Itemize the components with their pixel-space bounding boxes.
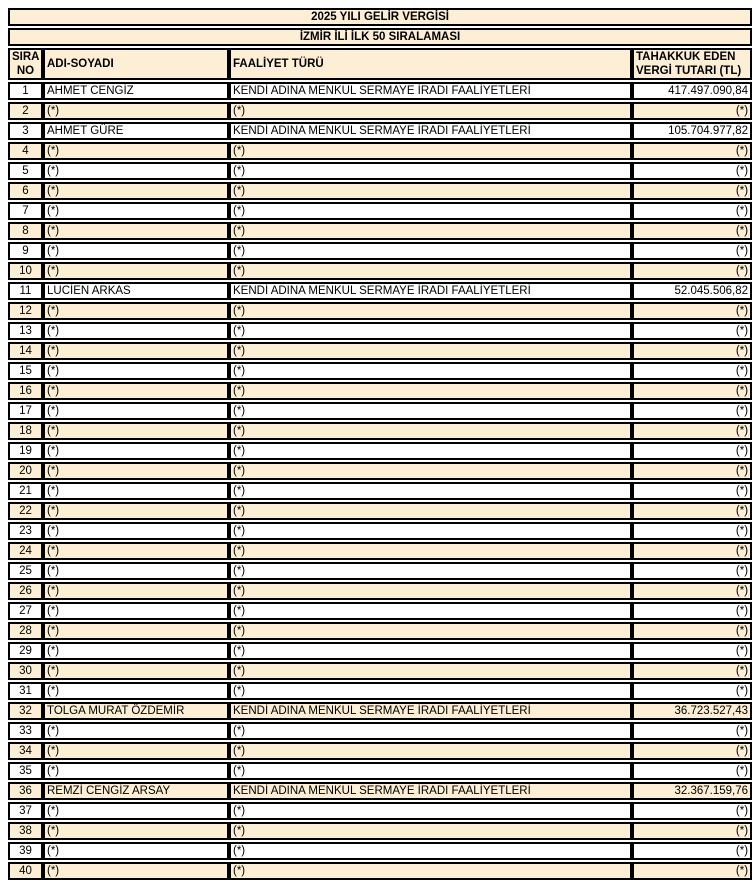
table-row xyxy=(8,122,752,140)
table-row xyxy=(8,702,752,720)
amount-cell: (*) xyxy=(632,482,752,500)
table-row xyxy=(8,222,752,240)
name-cell: (*) xyxy=(43,602,229,620)
name-cell: (*) xyxy=(43,222,229,240)
rank-cell: 40 xyxy=(8,862,43,880)
name-cell: (*) xyxy=(43,162,229,180)
table-row xyxy=(8,502,752,520)
rank-cell: 21 xyxy=(8,482,43,500)
activity-cell: (*) xyxy=(229,822,632,840)
name-cell: (*) xyxy=(43,322,229,340)
table-row xyxy=(8,602,752,620)
amount-cell: (*) xyxy=(632,222,752,240)
amount-cell: (*) xyxy=(632,402,752,420)
name-cell: (*) xyxy=(43,422,229,440)
header-amount-line1: TAHAKKUK EDEN xyxy=(636,51,736,63)
amount-cell: (*) xyxy=(632,522,752,540)
amount-cell: 32.367.159,76 xyxy=(632,782,752,800)
rank-cell: 36 xyxy=(8,782,43,800)
amount-cell: (*) xyxy=(632,202,752,220)
activity-cell: (*) xyxy=(229,422,632,440)
rank-cell: 34 xyxy=(8,742,43,760)
amount-cell: (*) xyxy=(632,542,752,560)
rank-cell: 33 xyxy=(8,722,43,740)
activity-cell: (*) xyxy=(229,222,632,240)
activity-cell: (*) xyxy=(229,342,632,360)
name-cell: (*) xyxy=(43,382,229,400)
activity-cell: (*) xyxy=(229,362,632,380)
table-row xyxy=(8,162,752,180)
name-cell: (*) xyxy=(43,182,229,200)
table-row xyxy=(8,402,752,420)
activity-cell: (*) xyxy=(229,242,632,260)
rank-cell: 5 xyxy=(8,162,43,180)
rank-cell: 26 xyxy=(8,582,43,600)
table-row xyxy=(8,762,752,780)
name-cell: (*) xyxy=(43,402,229,420)
name-cell: (*) xyxy=(43,662,229,680)
activity-cell: KENDİ ADINA MENKUL SERMAYE İRADI FAALİYETLERİ xyxy=(229,702,632,720)
name-cell: (*) xyxy=(43,762,229,780)
rank-cell: 14 xyxy=(8,342,43,360)
activity-cell: (*) xyxy=(229,182,632,200)
rank-cell: 13 xyxy=(8,322,43,340)
table-row xyxy=(8,422,752,440)
subtitle-row xyxy=(8,28,752,46)
activity-cell: (*) xyxy=(229,202,632,220)
rank-cell: 39 xyxy=(8,842,43,860)
activity-cell: (*) xyxy=(229,162,632,180)
rank-cell: 1 xyxy=(8,82,43,100)
rank-cell: 6 xyxy=(8,182,43,200)
rank-cell: 10 xyxy=(8,262,43,280)
amount-cell: (*) xyxy=(632,102,752,120)
amount-cell: (*) xyxy=(632,622,752,640)
amount-cell: (*) xyxy=(632,142,752,160)
activity-cell: (*) xyxy=(229,542,632,560)
name-cell: (*) xyxy=(43,522,229,540)
rank-cell: 24 xyxy=(8,542,43,560)
table-row xyxy=(8,662,752,680)
name-cell: AHMET GÜRE xyxy=(43,122,229,140)
name-cell: (*) xyxy=(43,542,229,560)
table-row xyxy=(8,462,752,480)
amount-cell: (*) xyxy=(632,262,752,280)
name-cell: (*) xyxy=(43,642,229,660)
name-cell: (*) xyxy=(43,242,229,260)
activity-cell: (*) xyxy=(229,762,632,780)
amount-cell: 105.704.977,82 xyxy=(632,122,752,140)
amount-cell: (*) xyxy=(632,162,752,180)
activity-cell: (*) xyxy=(229,382,632,400)
activity-cell: (*) xyxy=(229,622,632,640)
table-row xyxy=(8,722,752,740)
table-row xyxy=(8,102,752,120)
activity-cell: (*) xyxy=(229,442,632,460)
rank-cell: 32 xyxy=(8,702,43,720)
table-row xyxy=(8,182,752,200)
amount-cell: (*) xyxy=(632,802,752,820)
name-cell: (*) xyxy=(43,202,229,220)
name-cell: REMZİ CENGİZ ARSAY xyxy=(43,782,229,800)
name-cell: (*) xyxy=(43,362,229,380)
rank-cell: 27 xyxy=(8,602,43,620)
table-row xyxy=(8,522,752,540)
rank-cell: 8 xyxy=(8,222,43,240)
name-cell: (*) xyxy=(43,262,229,280)
rank-cell: 30 xyxy=(8,662,43,680)
header-name: ADI-SOYADI xyxy=(43,48,229,80)
table-row xyxy=(8,242,752,260)
rank-cell: 23 xyxy=(8,522,43,540)
activity-cell: (*) xyxy=(229,502,632,520)
activity-cell: (*) xyxy=(229,682,632,700)
activity-cell: (*) xyxy=(229,142,632,160)
table-row xyxy=(8,202,752,220)
activity-cell: (*) xyxy=(229,582,632,600)
activity-cell: (*) xyxy=(229,862,632,880)
amount-cell: (*) xyxy=(632,762,752,780)
activity-cell: (*) xyxy=(229,402,632,420)
table-row xyxy=(8,542,752,560)
name-cell: (*) xyxy=(43,462,229,480)
amount-cell: 36.723.527,43 xyxy=(632,702,752,720)
name-cell: (*) xyxy=(43,582,229,600)
table-row xyxy=(8,302,752,320)
amount-cell: (*) xyxy=(632,642,752,660)
amount-cell: (*) xyxy=(632,502,752,520)
name-cell: (*) xyxy=(43,562,229,580)
amount-cell: (*) xyxy=(632,722,752,740)
header-rank-line1: SIRA xyxy=(12,51,40,63)
amount-cell: (*) xyxy=(632,322,752,340)
activity-cell: KENDİ ADINA MENKUL SERMAYE İRADI FAALİYETLERİ xyxy=(229,782,632,800)
rank-cell: 7 xyxy=(8,202,43,220)
amount-cell: (*) xyxy=(632,382,752,400)
amount-cell: (*) xyxy=(632,182,752,200)
name-cell: (*) xyxy=(43,482,229,500)
activity-cell: KENDİ ADINA MENKUL SERMAYE İRADI FAALİYETLERİ xyxy=(229,282,632,300)
activity-cell: KENDİ ADINA MENKUL SERMAYE İRADI FAALİYETLERİ xyxy=(229,82,632,100)
rank-cell: 4 xyxy=(8,142,43,160)
rank-cell: 29 xyxy=(8,642,43,660)
name-cell: (*) xyxy=(43,442,229,460)
rank-cell: 12 xyxy=(8,302,43,320)
activity-cell: (*) xyxy=(229,602,632,620)
table-row xyxy=(8,622,752,640)
amount-cell: (*) xyxy=(632,562,752,580)
name-cell: (*) xyxy=(43,862,229,880)
header-activity: FAALİYET TÜRÜ xyxy=(229,48,632,80)
amount-cell: (*) xyxy=(632,342,752,360)
table-row xyxy=(8,842,752,860)
activity-cell: KENDİ ADINA MENKUL SERMAYE İRADI FAALİYETLERİ xyxy=(229,122,632,140)
name-cell: (*) xyxy=(43,682,229,700)
rank-cell: 2 xyxy=(8,102,43,120)
table-row xyxy=(8,582,752,600)
amount-cell: (*) xyxy=(632,442,752,460)
table-row xyxy=(8,862,752,880)
amount-cell: (*) xyxy=(632,302,752,320)
rank-cell: 9 xyxy=(8,242,43,260)
table-row xyxy=(8,82,752,100)
activity-cell: (*) xyxy=(229,562,632,580)
table-row xyxy=(8,362,752,380)
table-row xyxy=(8,262,752,280)
header-amount xyxy=(632,48,752,80)
rank-cell: 19 xyxy=(8,442,43,460)
table-row xyxy=(8,802,752,820)
name-cell: (*) xyxy=(43,302,229,320)
rank-cell: 25 xyxy=(8,562,43,580)
name-cell: (*) xyxy=(43,502,229,520)
name-cell: AHMET CENGİZ xyxy=(43,82,229,100)
name-cell: (*) xyxy=(43,722,229,740)
header-amount-line2: VERGİ TUTARI (TL) xyxy=(636,65,742,77)
amount-cell: 417.497.090,84 xyxy=(632,82,752,100)
amount-cell: (*) xyxy=(632,462,752,480)
rank-cell: 22 xyxy=(8,502,43,520)
activity-cell: (*) xyxy=(229,102,632,120)
amount-cell: (*) xyxy=(632,662,752,680)
table-row xyxy=(8,682,752,700)
rank-cell: 38 xyxy=(8,822,43,840)
table-row xyxy=(8,482,752,500)
activity-cell: (*) xyxy=(229,522,632,540)
name-cell: (*) xyxy=(43,742,229,760)
amount-cell: (*) xyxy=(632,842,752,860)
table-row xyxy=(8,382,752,400)
rank-cell: 3 xyxy=(8,122,43,140)
activity-cell: (*) xyxy=(229,482,632,500)
rank-cell: 16 xyxy=(8,382,43,400)
name-cell: (*) xyxy=(43,622,229,640)
activity-cell: (*) xyxy=(229,722,632,740)
activity-cell: (*) xyxy=(229,302,632,320)
amount-cell: (*) xyxy=(632,862,752,880)
activity-cell: (*) xyxy=(229,262,632,280)
name-cell: (*) xyxy=(43,802,229,820)
rank-cell: 20 xyxy=(8,462,43,480)
activity-cell: (*) xyxy=(229,842,632,860)
amount-cell: (*) xyxy=(632,582,752,600)
name-cell: LUCİEN ARKAS xyxy=(43,282,229,300)
header-row xyxy=(8,48,752,80)
rank-cell: 31 xyxy=(8,682,43,700)
table-row xyxy=(8,342,752,360)
amount-cell: (*) xyxy=(632,242,752,260)
activity-cell: (*) xyxy=(229,802,632,820)
amount-cell: (*) xyxy=(632,822,752,840)
table-row xyxy=(8,642,752,660)
activity-cell: (*) xyxy=(229,662,632,680)
table-title: 2025 YILI GELİR VERGİSİ xyxy=(8,8,752,26)
activity-cell: (*) xyxy=(229,462,632,480)
table-row xyxy=(8,442,752,460)
rank-cell: 37 xyxy=(8,802,43,820)
activity-cell: (*) xyxy=(229,642,632,660)
rank-cell: 17 xyxy=(8,402,43,420)
table-row xyxy=(8,282,752,300)
table-row xyxy=(8,742,752,760)
title-row xyxy=(8,8,752,26)
table-subtitle: İZMİR İLİ İLK 50 SIRALAMASI xyxy=(8,28,752,46)
table-row xyxy=(8,782,752,800)
amount-cell: 52.045.506,82 xyxy=(632,282,752,300)
amount-cell: (*) xyxy=(632,682,752,700)
rank-cell: 15 xyxy=(8,362,43,380)
activity-cell: (*) xyxy=(229,322,632,340)
table-row xyxy=(8,142,752,160)
name-cell: (*) xyxy=(43,102,229,120)
name-cell: TOLGA MURAT ÖZDEMİR xyxy=(43,702,229,720)
rank-cell: 11 xyxy=(8,282,43,300)
tax-ranking-table xyxy=(8,6,752,882)
name-cell: (*) xyxy=(43,342,229,360)
amount-cell: (*) xyxy=(632,422,752,440)
header-rank-line2: NO xyxy=(16,65,35,77)
header-rank xyxy=(8,48,43,80)
table-row xyxy=(8,322,752,340)
name-cell: (*) xyxy=(43,842,229,860)
amount-cell: (*) xyxy=(632,602,752,620)
rank-cell: 18 xyxy=(8,422,43,440)
amount-cell: (*) xyxy=(632,362,752,380)
name-cell: (*) xyxy=(43,142,229,160)
name-cell: (*) xyxy=(43,822,229,840)
rank-cell: 35 xyxy=(8,762,43,780)
activity-cell: (*) xyxy=(229,742,632,760)
table-row xyxy=(8,562,752,580)
rank-cell: 28 xyxy=(8,622,43,640)
table-row xyxy=(8,822,752,840)
amount-cell: (*) xyxy=(632,742,752,760)
